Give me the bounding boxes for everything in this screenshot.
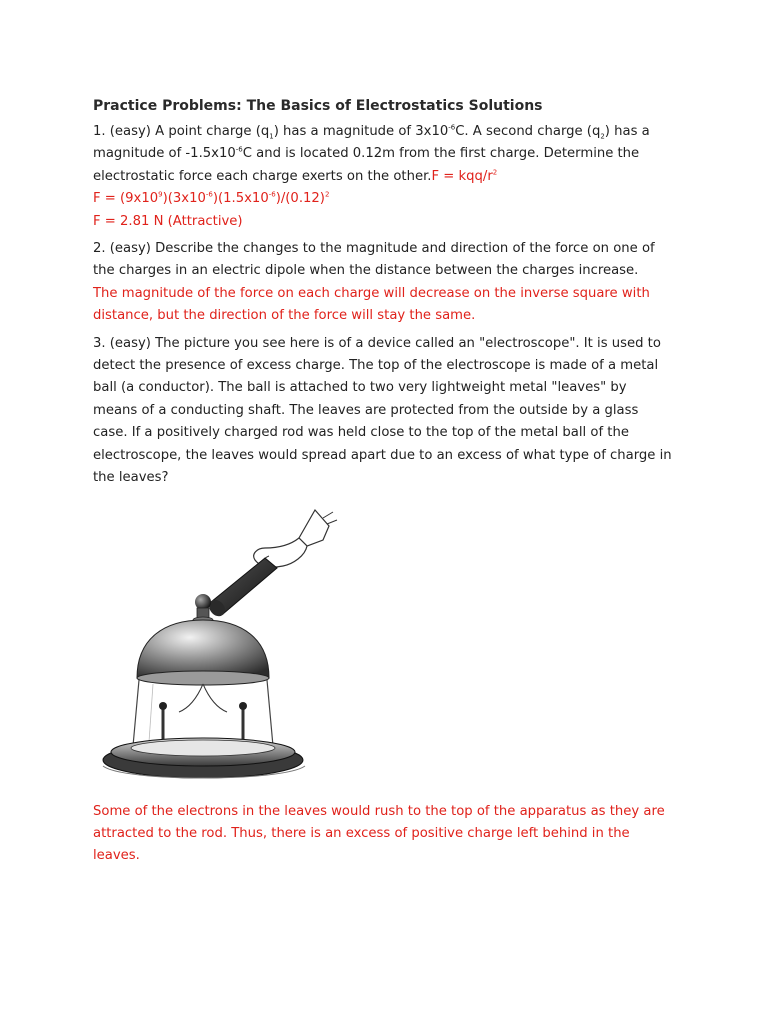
metal-ball [195, 594, 211, 610]
electroscope-base [103, 738, 305, 778]
electroscope-illustration [93, 498, 340, 793]
metal-leaves [179, 684, 227, 712]
charged-rod [206, 558, 277, 619]
glass-dome-top [137, 620, 269, 678]
document-title: Practice Problems: The Basics of Electrostatics Solutions [93, 98, 543, 114]
question-2: 2. (easy) Describe the changes to the magnitude and direction of the force on one of the charges in an electric dipole when the distance between the charges increase. [93, 241, 655, 279]
q1-formula: F = kqq/$r^2$ [431, 168, 498, 184]
question-1 [93, 121, 673, 188]
q1-text: ) has a magnitude of -1.5x10 [93, 124, 650, 162]
question-3: 3. (easy) The picture you see here is of a device called an "electroscope". It is used to detect the presence of excess charge. The top of the electroscope is made of a metal ball (a conductor). The ball is attached to two very lightweight metal "leaves" by means of a conducting shaft. The leaves are protected from the outside by a glass case. If a positively charged rod was held close to the top of the metal ball of the electroscope, the leaves would spread apart due to an excess of what type of charge in the leaves? [93, 335, 672, 486]
q1-exponent: -6 [448, 123, 456, 132]
q1-text: ) has a magnitude of 3x10 [273, 124, 449, 139]
q1-text: C and is located 0.12m from the first charge. Determine the electrostatic force each charge exerts on the other. [93, 146, 640, 184]
q1-subscript: 2 [600, 132, 605, 141]
q1-result: F = 2.81 N (Attractive) [93, 213, 243, 229]
q1-subscript: 1 [269, 132, 274, 141]
q3-answer: Some of the electrons in the leaves would rush to the top of the apparatus as they are attracted to the rod. Thus, there is an excess of positive charge left behind in the leaves. [93, 803, 665, 864]
q1-exponent: -6 [235, 146, 243, 155]
document-page [93, 96, 673, 868]
q1-text: 1. (easy) A point charge (q [93, 124, 270, 139]
q2-answer: The magnitude of the force on each charge will decrease on the inverse square with distance, but the direction of the force will stay the same. [93, 285, 650, 324]
q1-calculation: $F = (9x10^9)(3x10^{-6})(1.5x10^{-6})/(0.12)^2$ [93, 190, 330, 207]
q1-text: C. A second charge (q [455, 124, 601, 139]
